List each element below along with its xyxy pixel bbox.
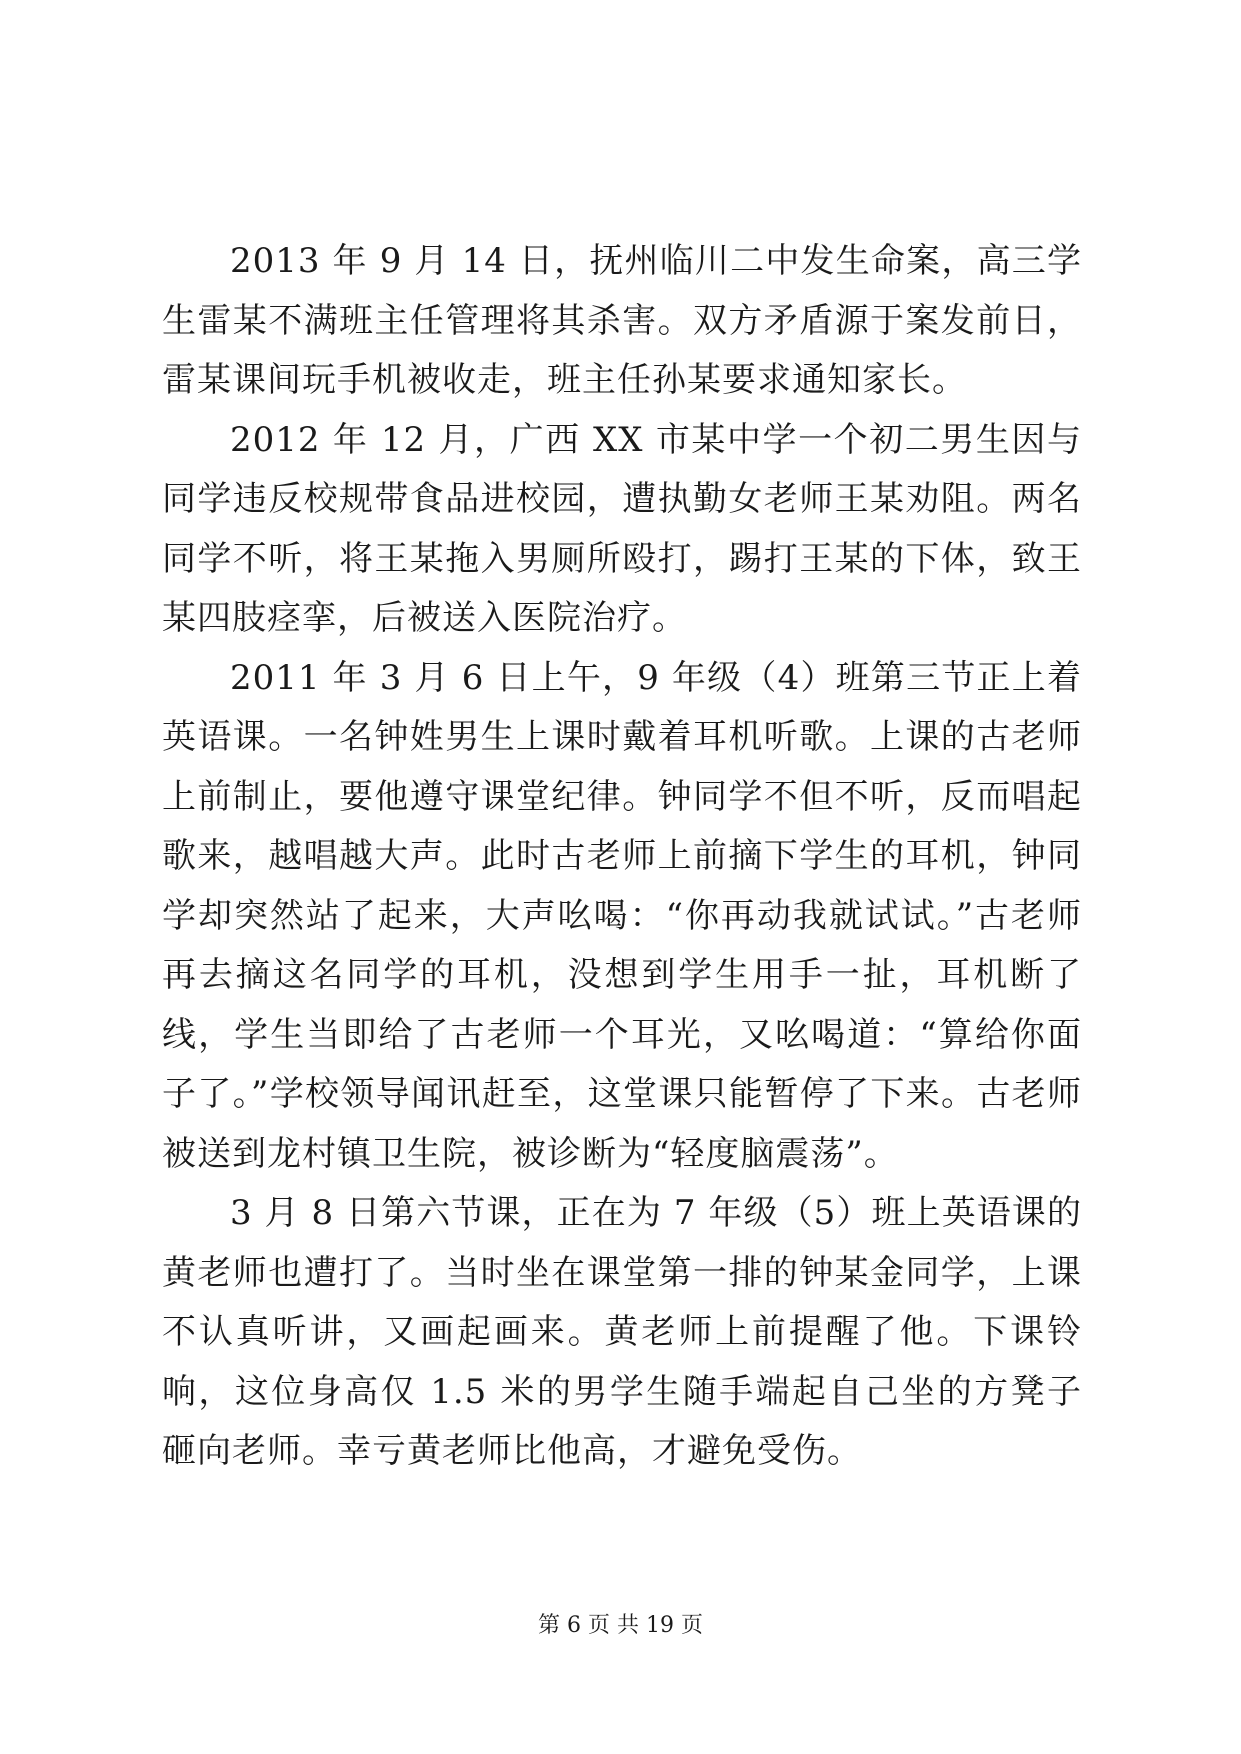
paragraph-2: 2012 年 12 月，广西 XX 市某中学一个初二男生因与同学违反校规带食品进校园，遭执勤女老师王某劝阻。两名同学不听，将王某拖入男厕所殴打，踢打王某的下体，致王某四肢痉挛，后被送入医院治疗。 — [162, 419, 1082, 638]
paragraph-3: 2011 年 3 月 6 日上午，9 年级（4）班第三节正上着英语课。一名钟姓男生上课时戴着耳机听歌。上课的古老师上前制止，要他遵守课堂纪律。钟同学不但不听，反而唱起歌来，越唱越大声。此时古老师上前摘下学生的耳机，钟同学却突然站了起来，大声吆喝：“你再动我就试试。”古老师再去摘这名同学的耳机，没想到学生用手一扯，耳机断了线，学生当即给了古老师一个耳光，又吆喝道：“算给你面子了。”学校领导闻讯赶至，这堂课只能暂停了下来。古老师被送到龙村镇卫生院，被诊断为“轻度脑震荡”。 — [162, 657, 1082, 1174]
document-body — [162, 232, 1082, 1482]
paragraph-1: 2013 年 9 月 14 日，抚州临川二中发生命案，高三学生雷某不满班主任管理将其杀害。双方矛盾源于案发前日，雷某课间玩手机被收走，班主任孙某要求通知家长。 — [162, 241, 1082, 400]
page-footer: 第 6 页 共 19 页 — [538, 1613, 703, 1638]
paragraph-4: 3 月 8 日第六节课，正在为 7 年级（5）班上英语课的黄老师也遭打了。当时坐在课堂第一排的钟某金同学，上课不认真听讲，又画起画来。黄老师上前提醒了他。下课铃响，这位身高仅 1.5 米的男学生随手端起自己坐的方凳子砸向老师。幸亏黄老师比他高，才避免受伤。 — [162, 1193, 1082, 1471]
